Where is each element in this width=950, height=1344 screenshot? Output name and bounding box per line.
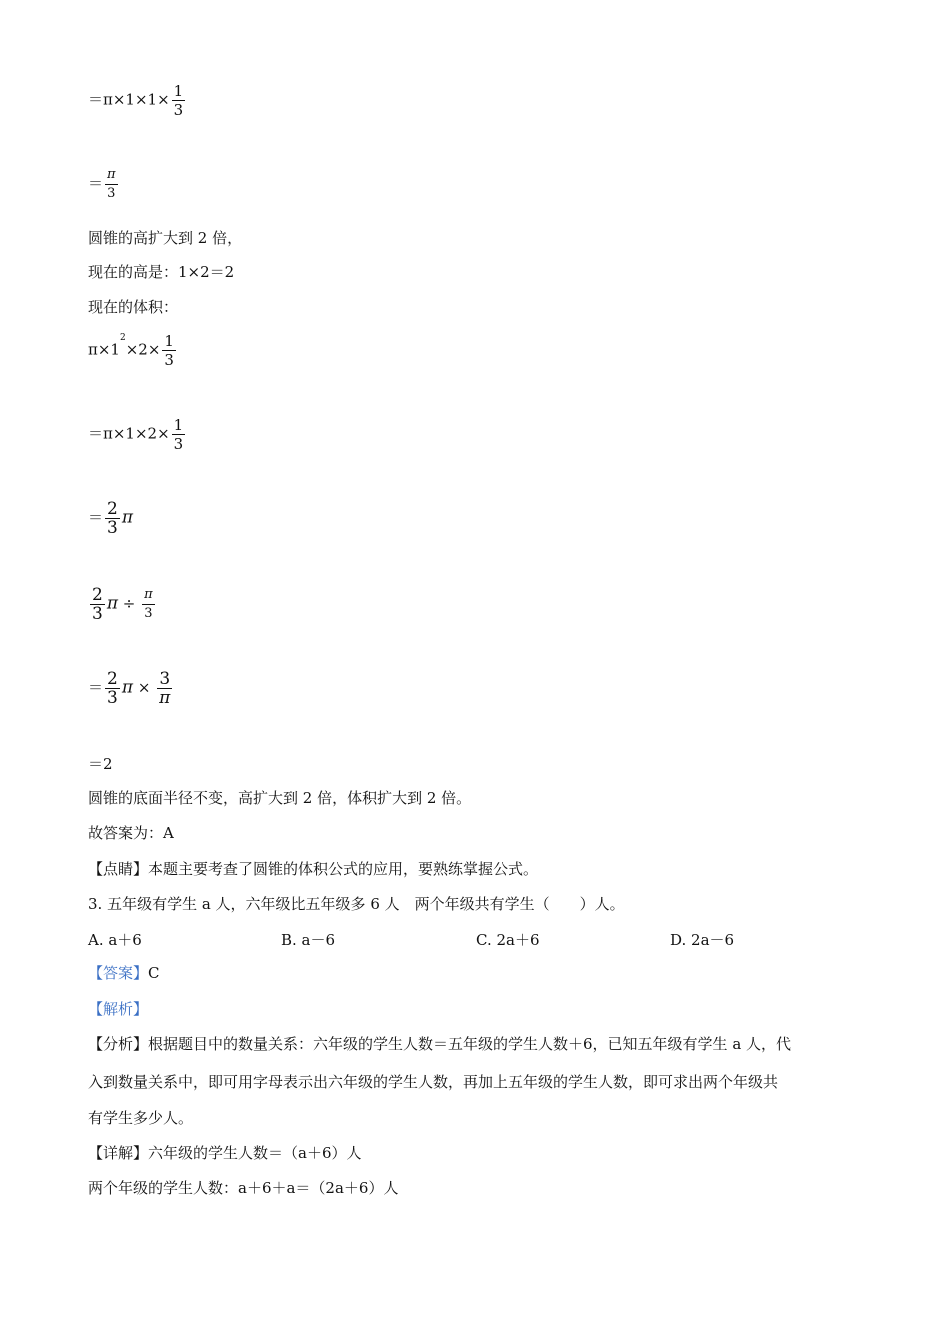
fenxi-line-1: 【分析】根据题目中的数量关系：六年级的学生人数＝五年级的学生人数＋6，已知五年级有学生 a 人，代 [88, 1035, 792, 1053]
option-b: B. a－6 [281, 931, 336, 949]
fraction: $\frac{2}{3}$ [107, 499, 118, 538]
fraction: $\frac{1}{3}$ [173, 82, 184, 119]
calc-line-8: ＝2 [88, 755, 113, 773]
calc-line-1 [88, 82, 187, 119]
calc-text: ＝ [88, 174, 104, 193]
option-c: C. 2a＋6 [476, 931, 540, 949]
calc-line-7: ＝ $\frac{2}{3}$ π × $\frac{3}{\pi}$ [88, 669, 171, 708]
fraction: $\frac{1}{3}$ [173, 416, 184, 453]
fraction: $\frac{\pi}{3}$ [107, 167, 116, 201]
fraction: $\frac{2}{3}$ [92, 585, 103, 624]
answer-line [88, 963, 160, 983]
calc-line-5: ＝ $\frac{2}{3}$ π [88, 499, 134, 538]
answer-value: C [148, 964, 160, 982]
fraction: $\frac{3}{\pi}$ [159, 669, 171, 708]
text-line-5: 故答案为：A [88, 824, 174, 842]
analysis-tag: 【解析】 [88, 1000, 149, 1018]
text-line-4: 圆锥的底面半径不变，高扩大到 2 倍，体积扩大到 2 倍。 [88, 789, 472, 807]
calc-text: ＝π×1×1× [88, 90, 170, 109]
calc-line-4: ＝π×1×2× $\frac{1}{3}$ [88, 416, 184, 453]
calc-line-3: $\pi\times 1^2\times 2\times$ $\frac{1}{3}$ [88, 332, 174, 369]
text-line-3: 现在的体积： [88, 298, 179, 316]
calc-line-6: $\frac{2}{3}$ π ÷ $\frac{\pi}{3}$ [92, 585, 153, 624]
calc-line-2 [88, 166, 120, 203]
option-d: D. 2a－6 [670, 931, 735, 949]
fenxi-line-3: 有学生多少人。 [88, 1109, 194, 1127]
option-a: A. a＋6 [88, 931, 142, 949]
detail-line-2: 两个年级的学生人数：a＋6＋a＝（2a＋6）人 [88, 1179, 399, 1197]
text-line-2: 现在的高是：1×2＝2 [88, 263, 235, 281]
text-line-1: 圆锥的高扩大到 2 倍， [88, 229, 243, 247]
fenxi-line-2: 入到数量关系中，即可用字母表示出六年级的学生人数，再加上五年级的学生人数，即可求出两个年级共 [88, 1073, 779, 1091]
fraction: $\frac{2}{3}$ [107, 669, 118, 708]
detail-line-1: 【详解】六年级的学生人数＝（a＋6）人 [88, 1144, 362, 1162]
text-line-6: 【点睛】本题主要考查了圆锥的体积公式的应用，要熟练掌握公式。 [88, 860, 539, 878]
fraction: $\frac{\pi}{3}$ [144, 587, 153, 621]
answer-tag: 【答案】 [88, 964, 149, 982]
question-3: 3. 五年级有学生 a 人，六年级比五年级多 6 人 两个年级共有学生（ ）人。 [88, 895, 625, 913]
fraction: $\frac{1}{3}$ [164, 332, 174, 369]
